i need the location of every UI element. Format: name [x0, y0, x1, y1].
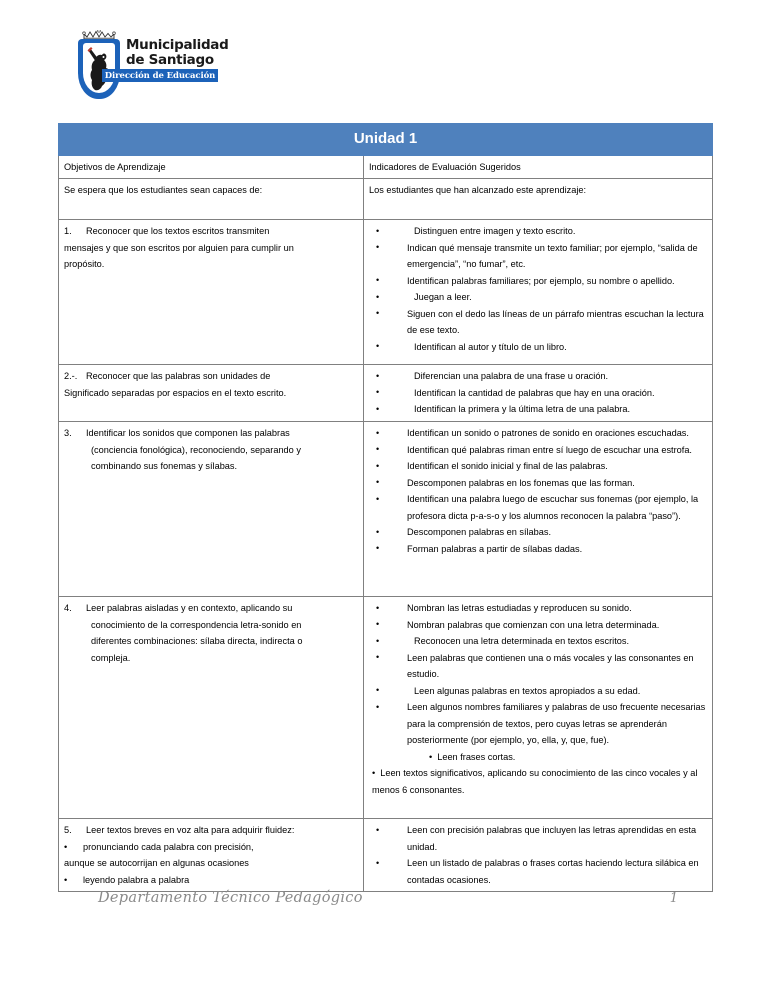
objective-line — [64, 223, 359, 240]
table-column-header-row — [59, 156, 713, 179]
shield-field — [83, 43, 115, 93]
objective-line: conocimiento de la correspondencia letra-sonido en — [91, 619, 302, 630]
indicator-list — [369, 822, 708, 888]
objective-line — [64, 368, 359, 385]
objective-cell-1 — [59, 220, 364, 365]
table-row — [59, 819, 713, 892]
objective-number: 5. — [64, 825, 72, 835]
indicators-cell-2 — [364, 365, 713, 422]
table-row — [59, 597, 713, 819]
column-header-objectives-label: Objetivos de Aprendizaje — [64, 162, 166, 172]
bullet-icon: • — [64, 874, 68, 885]
list-item-label: Leen frases cortas. — [437, 751, 516, 762]
objective-line: compleja. — [91, 652, 131, 663]
column-header-indicators — [364, 156, 713, 179]
indicators-cell-4 — [364, 597, 713, 819]
objective-line: (conciencia fonológica), reconociendo, separando y — [91, 444, 301, 455]
list-item: • Siguen con el dedo las líneas de un párrafo mientras escuchan la lectura de ese texto. — [369, 306, 708, 339]
unit-header-cell — [59, 124, 713, 156]
list-item: • Descomponen palabras en sílabas. — [369, 524, 708, 541]
list-item: • Juegan a leer. — [369, 289, 708, 306]
list-item: • Distinguen entre imagen y texto escrito. — [369, 223, 708, 240]
objective-cell-5 — [59, 819, 364, 892]
indicator-list — [369, 368, 708, 418]
list-item: • Nombran las letras estudiadas y reproducen su sonido. — [369, 600, 708, 617]
list-item: • Forman palabras a partir de sílabas dadas. — [369, 541, 708, 558]
table-row — [59, 365, 713, 422]
indicators-cell-3 — [364, 422, 713, 597]
list-item: • Indican qué mensaje transmite un texto familiar; por ejemplo, “salida de emergencia”, “no fumar”, etc. — [369, 240, 708, 273]
intro-cell-right — [364, 179, 713, 220]
bullet-icon: • — [372, 768, 376, 778]
objective-line: propósito. — [64, 259, 105, 269]
bullet-icon: • — [64, 841, 68, 852]
objective-sub-label: leyendo palabra a palabra — [83, 874, 190, 885]
column-header-indicators-label: Indicadores de Evaluación Sugeridos — [369, 162, 521, 172]
objective-number: 3. — [64, 428, 72, 438]
list-item — [369, 765, 708, 798]
logo-department-band — [102, 69, 218, 82]
organization-logo — [76, 26, 229, 104]
objective-line: Significado separadas por espacios en el texto escrito. — [64, 387, 287, 398]
bullet-icon: • — [429, 751, 433, 762]
logo-department-label: Dirección de Educación — [104, 70, 216, 81]
objective-line: aunque se autocorrijan en algunas ocasiones — [64, 858, 249, 868]
objective-sub-item — [64, 839, 359, 856]
intro-cell-left — [59, 179, 364, 220]
objective-line: combinando sus fonemas y sílabas. — [91, 461, 238, 471]
intro-text-right: Los estudiantes que han alcanzado este aprendizaje: — [369, 185, 587, 195]
indicators-cell-1 — [364, 220, 713, 365]
list-item: • Identifican la primera y la última letra de una palabra. — [369, 401, 708, 418]
footer-department-label: Departamento Técnico Pedagógico — [98, 890, 363, 906]
objective-line: diferentes combinaciones: sílaba directa, indirecta o — [91, 636, 303, 646]
list-item: • Diferencian una palabra de una frase u oración. — [369, 368, 708, 385]
objective-number: 4. — [64, 603, 72, 613]
logo-line-1: Municipalidad — [126, 37, 229, 53]
table-unit-header-row — [59, 124, 713, 156]
objective-cell-3 — [59, 422, 364, 597]
list-item: • Reconocen una letra determinada en textos escritos. — [369, 633, 708, 650]
list-item — [369, 749, 708, 766]
indicators-cell-5 — [364, 819, 713, 892]
list-item: • Leen algunas palabras en textos apropiados a su edad. — [369, 683, 708, 700]
objective-line: mensajes y que son escritos por alguien para cumplir un — [64, 242, 294, 253]
list-item: • Identifican al autor y título de un libro. — [369, 339, 708, 356]
page-footer — [98, 890, 678, 906]
list-item: • Leen un listado de palabras o frases cortas haciendo lectura silábica en contadas ocasiones. — [369, 855, 708, 888]
table-row — [59, 422, 713, 597]
objective-number: 2.-. — [64, 371, 78, 381]
objective-line — [64, 425, 359, 442]
objective-line — [64, 822, 359, 839]
objective-cell-4 — [59, 597, 364, 819]
learning-objectives-table — [58, 123, 713, 892]
list-item: • Identifican un sonido o patrones de sonido en oraciones escuchadas. — [369, 425, 708, 442]
list-item: • Leen palabras que contienen una o más vocales y las consonantes en estudio. — [369, 650, 708, 683]
list-item: • Identifican una palabra luego de escuchar sus fonemas (por ejemplo, la profesora dicta p-a-s-o y los alumnos reconocen la palabra “paso”). — [369, 491, 708, 524]
list-item-label: Leen textos significativos, aplicando su conocimiento de las cinco vocales y al menos 6 consonantes. — [372, 768, 698, 795]
objective-number: 1. — [64, 226, 72, 236]
list-item: • Leen con precisión palabras que incluyen las letras aprendidas en esta unidad. — [369, 822, 708, 855]
coat-of-arms-icon — [76, 30, 122, 100]
objective-text: Reconocer que las palabras son unidades de — [86, 371, 271, 381]
table-row — [59, 220, 713, 365]
logo-wordmark — [126, 37, 229, 68]
table-intro-row — [59, 179, 713, 220]
logo-line-2: de Santiago — [126, 52, 214, 68]
objective-text: Leer palabras aisladas y en contexto, aplicando su — [86, 603, 293, 613]
indicator-list — [369, 600, 708, 749]
objective-text: Leer textos breves en voz alta para adquirir fluidez: — [86, 825, 295, 835]
list-item: • Identifican el sonido inicial y final de las palabras. — [369, 458, 708, 475]
objective-sub-item — [64, 872, 359, 889]
objective-text: Identificar los sonidos que componen las palabras — [86, 428, 290, 438]
objective-cell-2 — [59, 365, 364, 422]
unit-title: Unidad 1 — [353, 130, 418, 147]
footer-page-number: 1 — [669, 891, 678, 906]
list-item: • Descomponen palabras en los fonemas que las forman. — [369, 475, 708, 492]
objective-line — [64, 600, 359, 617]
intro-text-left: Se espera que los estudiantes sean capaces de: — [64, 185, 263, 195]
list-item: • Leen algunos nombres familiares y palabras de uso frecuente necesarias para la comprensión de textos, pero cuyas letras se aprenderán posteriormente (por ejemplo, yo, ella, y, que, fue). — [369, 699, 708, 749]
list-item: • Identifican qué palabras riman entre sí luego de escuchar una estrofa. — [369, 442, 708, 459]
column-header-objectives — [59, 156, 364, 179]
list-item: • Identifican la cantidad de palabras que hay en una oración. — [369, 385, 708, 402]
objective-text: Reconocer que los textos escritos transmiten — [86, 226, 270, 236]
indicator-list — [369, 223, 708, 355]
list-item: • Identifican palabras familiares; por ejemplo, su nombre o apellido. — [369, 273, 708, 290]
indicator-list — [369, 425, 708, 557]
objective-sub-label: pronunciando cada palabra con precisión, — [83, 841, 254, 852]
list-item: • Nombran palabras que comienzan con una letra determinada. — [369, 617, 708, 634]
lion-rampant-icon — [84, 44, 114, 92]
